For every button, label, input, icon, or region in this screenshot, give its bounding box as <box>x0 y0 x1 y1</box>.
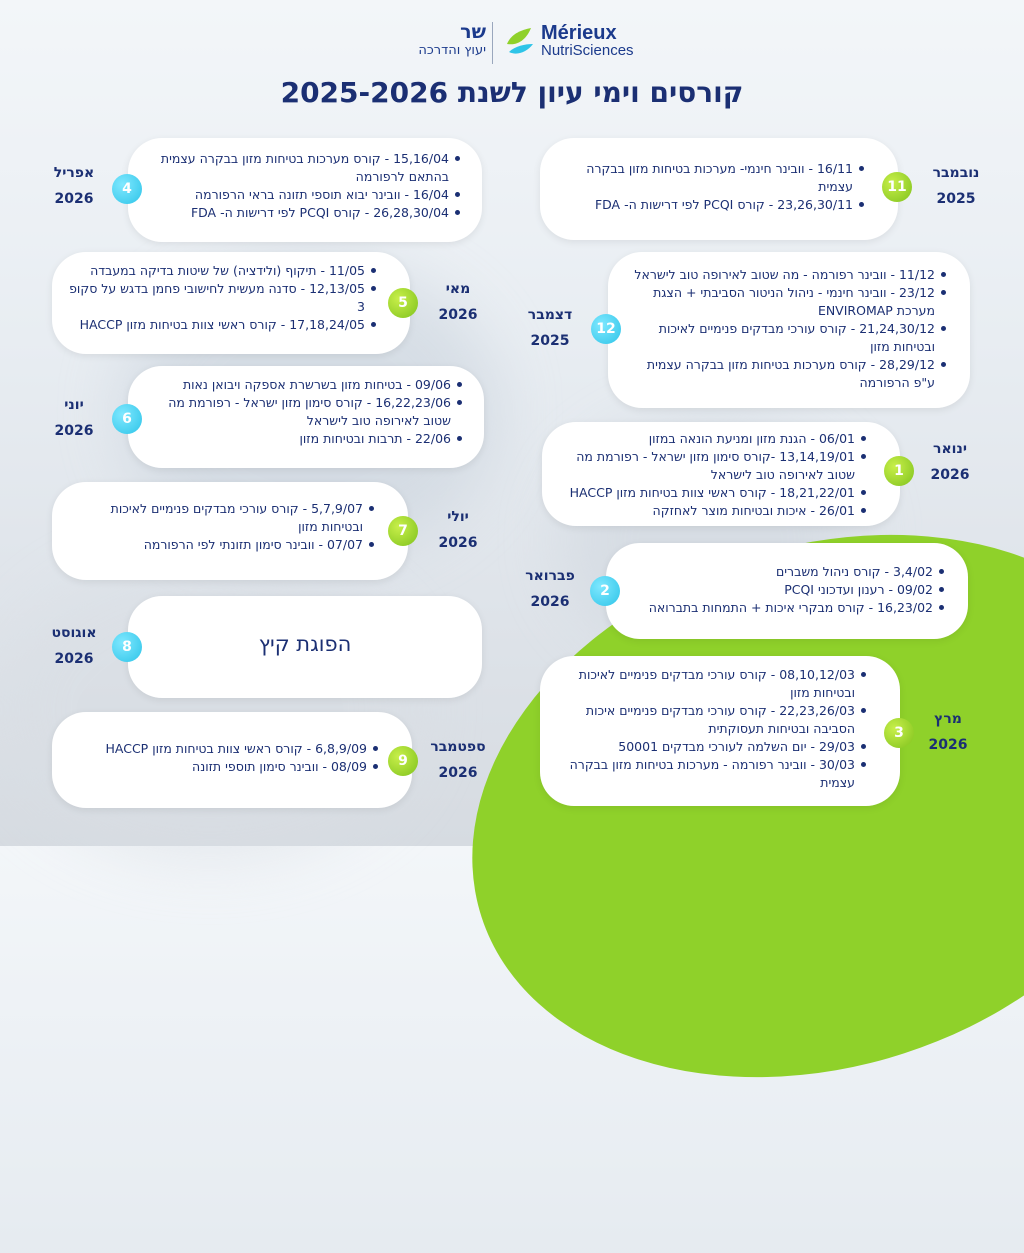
month-label <box>34 160 114 212</box>
merieux-leaf-icon <box>503 22 535 60</box>
list-item: 28,29/12 - קורס מערכות בטיחות מזון בבקרה עצמית ע"פ הרפורמה <box>622 356 946 392</box>
month-year: 2026 <box>54 191 94 207</box>
month-year: 2025 <box>936 191 976 207</box>
month-number-badge: 4 <box>112 174 142 204</box>
month-number-badge: 7 <box>388 516 418 546</box>
page-title: קורסים וימי עיון לשנת 2025-2026 <box>280 76 744 109</box>
list-item: 18,21,22/01 - קורס ראשי צוות בטיחות מזון HACCP <box>558 484 866 502</box>
logo-divider <box>492 22 493 64</box>
list-item: 17,18,24/05 - קורס ראשי צוות בטיחות מזון HACCP <box>66 316 376 334</box>
list-item: 22,23,26/03 - קורס עורכי מבדקים פנימיים איכות הסביבה ובטיחות תעסוקתית <box>554 702 866 738</box>
month-label <box>418 734 498 786</box>
month-number-badge: 2 <box>590 576 620 606</box>
month-name: נובמבר <box>932 165 980 181</box>
month-name: פברואר <box>525 568 575 584</box>
month-name: מאי <box>445 281 471 297</box>
list-item: 22/06 - תרבות ובטיחות מזון <box>140 430 462 448</box>
month-name: ינואר <box>933 441 967 457</box>
month-card-may <box>52 252 410 354</box>
month-number-badge: 9 <box>388 746 418 776</box>
partner-logo <box>380 22 486 60</box>
list-item: 29/03 - יום השלמה לעורכי מבדקים 50001 <box>554 738 866 756</box>
month-number-badge: 3 <box>884 718 914 748</box>
month-year: 2026 <box>438 307 478 323</box>
month-number-badge: 11 <box>882 172 912 202</box>
header <box>0 18 1024 66</box>
month-name: מרץ <box>934 711 962 727</box>
month-card-july <box>52 482 408 580</box>
month-label <box>916 160 996 212</box>
brand-subtitle: NutriSciences <box>541 42 634 59</box>
month-card-september <box>52 712 412 808</box>
month-card-june <box>128 366 484 468</box>
month-label <box>510 302 590 354</box>
list-item: 3,4/02 - קורס ניהול משברים <box>620 563 944 581</box>
month-card-august <box>128 596 482 698</box>
month-label <box>34 620 114 672</box>
month-year: 2026 <box>928 737 968 753</box>
list-item: 06/01 - הגנת מזון ומניעת הונאה במזון <box>558 430 866 448</box>
list-item: 26,28,30/04 - קורס PCQI לפי דרישות ה- FDA <box>140 204 460 222</box>
list-item: 15,16/04 - קורס מערכות בטיחות מזון בבקרה עצמית בהתאם לרפורמה <box>140 150 460 186</box>
month-year: 2026 <box>54 651 94 667</box>
summer-break-text: הפוגת קיץ <box>258 632 352 656</box>
month-name: יולי <box>447 509 469 525</box>
month-name: אפריל <box>53 165 95 181</box>
month-card-february <box>606 543 968 639</box>
month-name: אוגוסט <box>51 625 97 641</box>
list-item: 23/12 - וובינר חינמי - ניהול הניטור הסביבתי + הצגת מערכת ENVIROMAP <box>622 284 946 320</box>
partner-subtitle: יעוץ והדרכה <box>418 43 486 58</box>
list-item: 5,7,9/07 - קורס עורכי מבדקים פנימיים לאיכות ובטיחות מזון <box>66 500 374 536</box>
month-name: ספטמבר <box>430 739 486 755</box>
list-item: 30/03 - וובינר רפורמה - מערכות בטיחות מזון בבקרה עצמית <box>554 756 866 792</box>
month-card-november <box>540 138 898 240</box>
month-card-january <box>542 422 900 526</box>
month-number-badge: 5 <box>388 288 418 318</box>
month-name: דצמבר <box>527 307 573 323</box>
month-card-april <box>128 138 482 242</box>
month-year: 2026 <box>930 467 970 483</box>
list-item: 16,22,23/06 - קורס סימון מזון ישראל - רפורמת מה שטוב לאירופה טוב לישראל <box>140 394 462 430</box>
month-number-badge: 12 <box>591 314 621 344</box>
list-item: 13,14,19/01 -קורס סימון מזון ישראל - רפורמת מה שטוב לאירופה טוב לישראל <box>558 448 866 484</box>
month-year: 2025 <box>530 333 570 349</box>
list-item: 16,23/02 - קורס מבקרי איכות + התמחות בתברואה <box>620 599 944 617</box>
list-item: 08/09 - וובינר סימון תוספי תזונה <box>66 758 378 776</box>
month-year: 2026 <box>54 423 94 439</box>
month-year: 2026 <box>530 594 570 610</box>
list-item: 09/02 - רענון ועדכוני PCQI <box>620 581 944 599</box>
month-number-badge: 1 <box>884 456 914 486</box>
month-label <box>510 563 590 615</box>
month-year: 2026 <box>438 765 478 781</box>
list-item: 26/01 - איכות ובטיחות מוצר לאחזקה <box>558 502 866 520</box>
month-year: 2026 <box>438 535 478 551</box>
month-card-december <box>608 252 970 408</box>
partner-name: שר <box>460 21 486 43</box>
list-item: 11/05 - תיקוף (ולידציה) של שיטות בדיקה במעבדה <box>66 262 376 280</box>
month-number-badge: 6 <box>112 404 142 434</box>
list-item: 16/04 - וובינר יבוא תוספי תזונה בראי הרפורמה <box>140 186 460 204</box>
list-item: 11/12 - וובינר רפורמה - מה שטוב לאירופה טוב לישראל <box>622 266 946 284</box>
merieux-logo <box>503 22 634 60</box>
month-number-badge: 8 <box>112 632 142 662</box>
list-item: 12,13/05 - סדנה מעשית לחישובי פחמן בדגש על סקופ 3 <box>66 280 376 316</box>
list-item: 6,8,9/09 - קורס ראשי צוות בטיחות מזון HACCP <box>66 740 378 758</box>
month-card-march <box>540 656 900 806</box>
list-item: 23,26,30/11 - קורס PCQI לפי דרישות ה- FDA <box>560 196 864 214</box>
month-name: יוני <box>64 397 84 413</box>
list-item: 08,10,12/03 - קורס עורכי מבדקים פנימיים לאיכות ובטיחות מזון <box>554 666 866 702</box>
list-item: 07/07 - וובינר סימון תזונתי לפי הרפורמה <box>66 536 374 554</box>
month-label <box>908 706 988 758</box>
list-item: 09/06 - בטיחות מזון בשרשרת אספקה ויבואן נאות <box>140 376 462 394</box>
month-label <box>418 504 498 556</box>
list-item: 16/11 - וובינר חינמי- מערכות בטיחות מזון בבקרה עצמית <box>560 160 864 196</box>
list-item: 21,24,30/12 - קורס עורכי מבדקים פנימיים לאיכות ובטיחות מזון <box>622 320 946 356</box>
month-label <box>418 276 498 328</box>
month-label <box>910 436 990 488</box>
month-label <box>34 392 114 444</box>
brand-name: Mérieux <box>541 22 617 44</box>
